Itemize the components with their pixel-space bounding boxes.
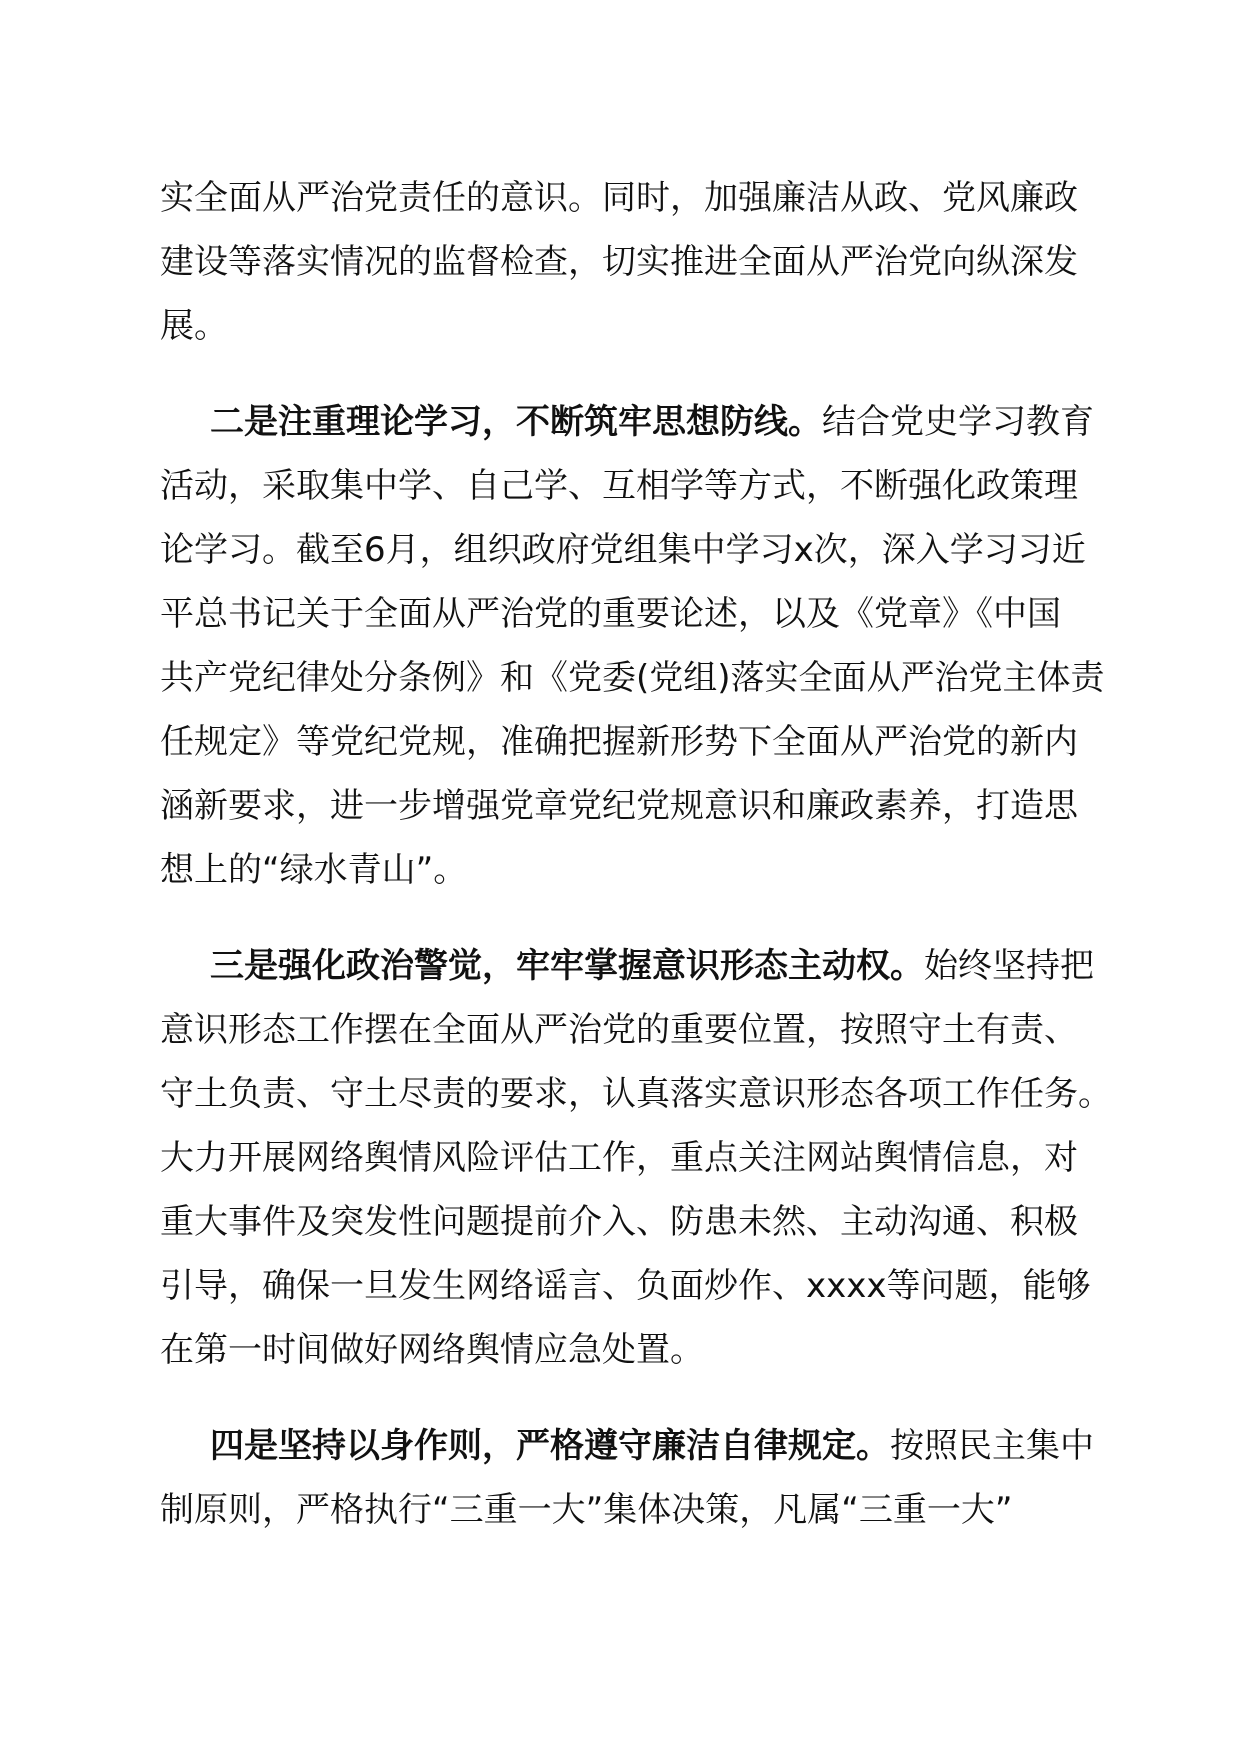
text-line: 引导，确保一旦发生网络谣言、负面炒作、xxxx等问题，能够: [160, 1266, 1091, 1306]
text-line: 涵新要求，进一步增强党章党纪党规意识和廉政素养，打造思: [160, 786, 1078, 826]
paragraph-heading: 四是坚持以身作则，严格遵守廉洁自律规定。: [210, 1426, 890, 1466]
text-line: 意识形态工作摆在全面从严治党的重要位置，按照守土有责、: [160, 1010, 1078, 1050]
paragraph-first-line: [160, 934, 1094, 998]
paragraph-first-line: [160, 390, 1094, 454]
text-line: 重大事件及突发性问题提前介入、防患未然、主动沟通、积极: [160, 1202, 1078, 1242]
text-line: 论学习。截至6月，组织政府党组集中学习x次，深入学习习近: [160, 530, 1086, 570]
paragraph-spacer: [160, 358, 1090, 390]
paragraph-4: [160, 1414, 1094, 1542]
paragraph-heading: 二是注重理论学习，不断筑牢思想防线。: [210, 402, 822, 442]
text-line: 活动，采取集中学、自己学、互相学等方式，不断强化政策理: [160, 466, 1078, 506]
text-run: 按照民主集中: [890, 1426, 1094, 1466]
paragraph-heading: 三是强化政治警觉，牢牢掌握意识形态主动权。: [210, 946, 924, 986]
paragraph-spacer: [160, 1382, 1090, 1414]
paragraph-spacer: [160, 902, 1090, 934]
text-line: 实全面从严治党责任的意识。同时，加强廉洁从政、党风廉政: [160, 178, 1078, 218]
text-line: 制原则，严格执行“三重一大”集体决策，凡属“三重一大”: [160, 1490, 1013, 1530]
text-line: 共产党纪律处分条例》和《党委(党组)落实全面从严治党主体责: [160, 658, 1105, 698]
paragraph-1: [160, 166, 1090, 358]
paragraph-3: [160, 934, 1112, 1382]
text-line: 任规定》等党纪党规，准确把握新形势下全面从严治党的新内: [160, 722, 1078, 762]
text-run: 结合党史学习教育: [822, 402, 1094, 442]
paragraph-2: [160, 390, 1105, 902]
text-line: 在第一时间做好网络舆情应急处置。: [160, 1330, 704, 1370]
text-line: 建设等落实情况的监督检查，切实推进全面从严治党向纵深发: [160, 242, 1078, 282]
text-line: 展。: [160, 306, 228, 346]
text-run: 始终坚持把: [924, 946, 1094, 986]
text-line: 大力开展网络舆情风险评估工作，重点关注网站舆情信息，对: [160, 1138, 1078, 1178]
text-line: 守土负责、守土尽责的要求，认真落实意识形态各项工作任务。: [160, 1074, 1112, 1114]
text-line: 想上的“绿水青山”。: [160, 850, 468, 890]
document-body: [160, 166, 1112, 1542]
text-line: 平总书记关于全面从严治党的重要论述，以及《党章》《中国: [160, 594, 1061, 634]
paragraph-first-line: [160, 1414, 1094, 1478]
